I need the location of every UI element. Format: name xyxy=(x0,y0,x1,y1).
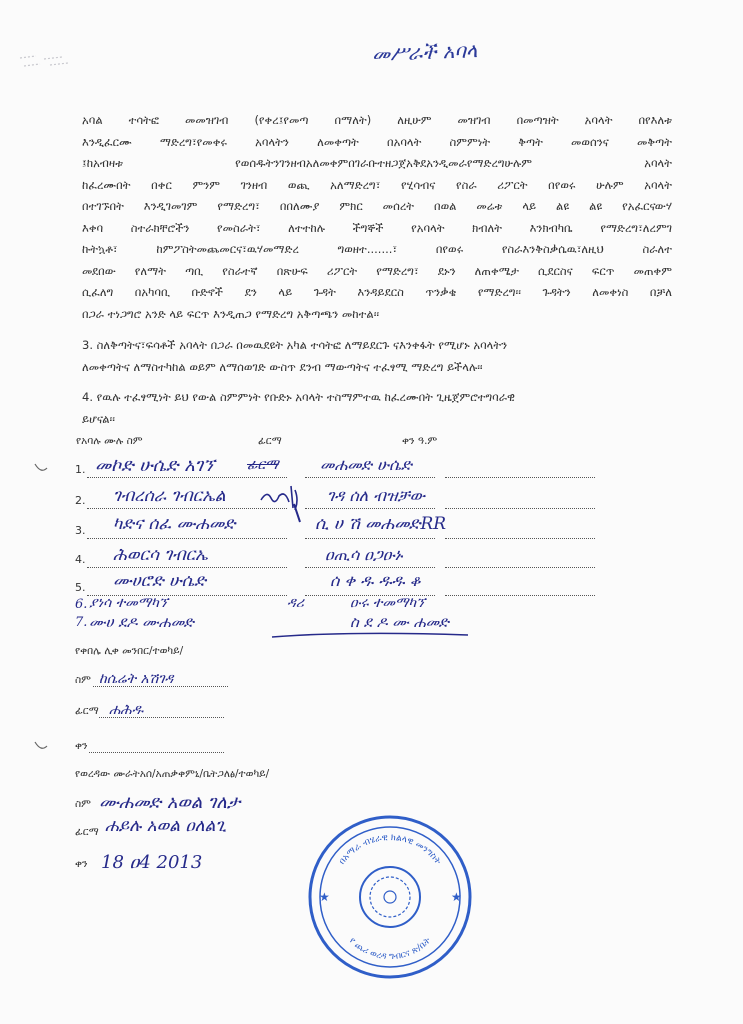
member-date: ሰ ቀ ዱ ዱዱ ቆ xyxy=(330,571,421,590)
member-name: ገብረሰራ ገብርኤል xyxy=(113,486,226,506)
dotted-line xyxy=(305,538,435,539)
expert-name: ሙሐመድ አወል ገለታ xyxy=(99,792,241,813)
dotted-line xyxy=(87,477,287,478)
stamp-star: ★ xyxy=(451,890,462,904)
dotted-line xyxy=(87,567,287,568)
signature-row xyxy=(75,455,595,485)
approver-date-row xyxy=(75,740,88,753)
paragraph-line: ለመቀጣትና ለማስተካከል ወይም ለማሰወገድ ውስጥ ደንብ ማውጣትና ተፈፃሚ ማድረግ ይችላሉ፡፡ xyxy=(82,359,483,374)
row-number: 7. xyxy=(75,615,88,630)
dotted-line xyxy=(89,752,224,753)
paragraph-line: 4. የዉሉ ተፈፃሚነት ይህ የውል ስምምነት የቡድኑ አባላት ተስማምተዉ ከፈረሙበት ጊዜጀምሮተግባራዊ xyxy=(82,390,515,404)
margin-mark xyxy=(33,462,49,474)
signature-row xyxy=(75,615,595,645)
approver-signature: ሐሕዱ xyxy=(109,702,144,718)
member-date: ዐጢሳ ዐጋዑኑ xyxy=(325,545,403,564)
member-name: ሙሀ ደዶ ሙሐመድ xyxy=(89,613,194,631)
paragraph-line: ይሆናል፡፡ xyxy=(82,411,115,426)
paragraph-line: እቀባ ስተራክቸሮችን የመስራት፣ ለተተከሉ ችግኞች የአባላት ክብለት እንክብካቤ የማድረግ፣ለረምገ xyxy=(82,220,672,235)
dotted-line xyxy=(445,477,595,478)
member-name: ሕወርሳ ገብርኤ xyxy=(113,545,208,565)
paragraph-line: 3. ስለቅጣትና፣ፍሳቶች አባላት በጋራ በመዉደዩት አካል ተሳትፎ ለማይደርጉ ናእንቀፋት የሚሆኑ አባላትን xyxy=(82,338,508,352)
date-label: ቀን xyxy=(75,740,88,752)
member-signature: ዳሪ xyxy=(287,595,304,611)
column-header-name: የአባሉ ሙሉ ስም xyxy=(76,435,143,447)
top-left-smudge xyxy=(16,50,76,72)
underline-stroke xyxy=(270,629,470,641)
signature-row xyxy=(75,516,595,546)
approver-heading: የቀበሌ ሊቀ መንበር/ተወካይ/ xyxy=(75,645,184,657)
paragraph-line: ኩትኳቶ፣ ከምፖስትመጨመርና፣ዉሃመማድረ ግወዘተ.......፣ በየወሩ የስራእንቅስቃሴዉ፣ለዚህ ስራለተ xyxy=(82,242,672,256)
member-date: መሐመድ ሁሴድ xyxy=(320,455,412,474)
signature-label: ፊርማ xyxy=(75,826,99,838)
intro-paragraph xyxy=(82,110,672,325)
column-header-date: ቀን ዓ.ም xyxy=(402,435,438,447)
stamp-bottom-text: የ ጨሪ ወረዳ ግብርና ጽ/ቤት xyxy=(346,935,434,963)
member-name: መኮድ ሁሴድ አገኘ xyxy=(95,455,215,476)
dotted-line xyxy=(305,567,435,568)
paragraph-line: መደበው የለማት ጣቢ የስራተኛ በጽሁፍ ሪፖርት የማድረግ፣ ደኑን ለጠቀሜታ ሲደርስና ፍርጥ መጠቀም xyxy=(82,263,672,278)
stamp-top-text: በአማራ ብሄራዊ ክልላዊ መንግስት xyxy=(337,832,443,867)
paragraph-line: ሲፈለግ በአካባቢ ቡድኖች ደን ላይ ጉዳት እንዳይደርስ ጥንቃቄ የማድረግ፡፡ ጉዳትን ለመቀነስ በቻለ xyxy=(82,285,672,299)
member-date: ስ ደ ዶ ሙ ሐመድ xyxy=(350,613,449,631)
row-number: 6. xyxy=(75,597,88,612)
column-header-signature: ፊርማ xyxy=(258,435,282,447)
member-date: ዑሩ ተመማካኘ xyxy=(350,595,426,611)
clause-4 xyxy=(82,387,672,430)
paragraph-line: በጋራ ተነጋግሮ አንድ ላይ ፍርጥ እንዲጠጋ የማድረግ አቅጣጫን መከተል፡፡ xyxy=(82,306,380,321)
expert-signature: ሐይሉ አወል ዐለልጊ xyxy=(105,816,227,836)
clause-3 xyxy=(82,335,672,378)
approver-name: ከሴሬት አሽገዳ xyxy=(99,671,174,687)
expert-date: 18 ዐ4 2013 xyxy=(101,852,203,873)
margin-mark xyxy=(33,740,49,752)
expert-signature-row xyxy=(75,816,227,839)
name-label: ስም xyxy=(75,798,91,810)
row-number: 5. xyxy=(75,581,86,594)
expert-heading: የወረዳው ሙራትአሰ/አጠቃቀምኒ/ቤትጋለፅ/ተወካይ/ xyxy=(75,768,270,780)
paragraph-line: በተገኙበት እንዲገመገም የማድረግ፣ በበለሙያ ምክር መሰረት በወል መሬቱ ላይ ልዩ ልዩ የአፈርናውሃ xyxy=(82,199,672,213)
paragraph-line: ፤ከአብዛቱ የወሰዱትንገንዘብአለመቀምበገራቡተዘጋጀአቅደአንዲመራየማድረግሁሉም አባላት xyxy=(82,156,672,170)
paragraph-line: አባል ተሳትፎ መመዝገብ (የቀረ፤የመጣ በማለት) ለዚሁም መዝገብ በመጣዝት አባላት በየእለቱ xyxy=(82,113,672,127)
member-name: ያነሳ ተመማካኘ xyxy=(89,595,169,611)
dotted-line xyxy=(305,477,435,478)
signature-row xyxy=(75,486,595,516)
signature-label: ፊርማ xyxy=(75,705,99,717)
row-number: 4. xyxy=(75,553,86,566)
row-number: 2. xyxy=(75,494,86,507)
stamp-star: ★ xyxy=(319,890,330,904)
dotted-line xyxy=(305,508,435,509)
pen-mark xyxy=(290,502,306,526)
dotted-line xyxy=(445,538,595,539)
dotted-line xyxy=(445,508,595,509)
paragraph-line: እንዲፈርሙ ማድረግ፣የመቀሩ አባላትን ለመቀጣት በአባላት ስምምነት ቅጣት መወሰንና መቅጣት xyxy=(82,134,672,149)
expert-name-row xyxy=(75,792,241,813)
member-signature: ፊርማ xyxy=(247,457,279,473)
approver-name-row xyxy=(75,671,174,687)
handwritten-header: መሥራች አባላ xyxy=(371,38,478,66)
official-stamp xyxy=(305,812,475,982)
dotted-line xyxy=(445,595,595,596)
member-date: ገዳ ሰለ ብዝቻው xyxy=(327,486,425,505)
member-name: ካድና ሰፈ ሙሐመድ xyxy=(113,514,236,534)
dotted-line xyxy=(87,538,287,539)
name-label: ስም xyxy=(75,674,91,686)
dotted-line xyxy=(445,567,595,568)
expert-date-row xyxy=(75,852,203,873)
approver-signature-row xyxy=(75,702,144,718)
row-number: 1. xyxy=(75,463,86,476)
member-name: ሙሀሮድ ሁሴድ xyxy=(113,571,207,591)
paragraph-line: ከፈረሙበት በቀር ምንም ገንዘብ ወጪ አለማድረግ፣ የሂሳብና የስራ ሪፖርት በየወሩ ሁሉም አባላት xyxy=(82,177,672,192)
row-number: 3. xyxy=(75,524,86,537)
date-label: ቀን xyxy=(75,858,88,870)
member-date: ሲ ሀ ሽ መሐመድRR xyxy=(315,514,447,534)
